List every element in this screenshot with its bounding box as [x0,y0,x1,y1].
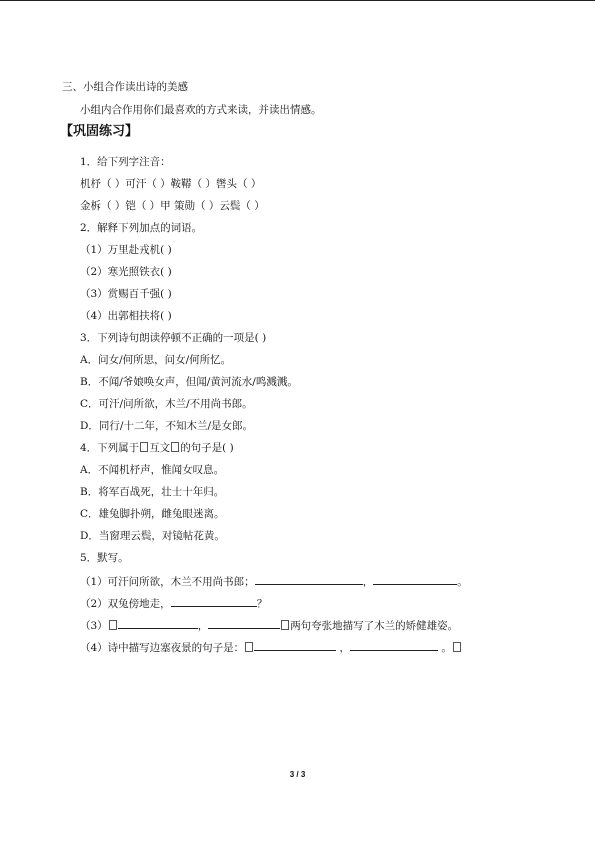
q4-stem-before: 4．下列属于 [80,442,140,454]
part3-text: 小组内合作用你们最喜欢的方式来读，并读出情感。 [80,104,322,116]
period: 。 [457,576,468,588]
q2-stem: 2．解释下列加点的词语。 [80,222,203,234]
page-number: 3 / 3 [289,770,306,779]
q5-line-2 [80,595,267,611]
q2-item-2: （2）寒光照铁衣( ) [80,266,172,278]
q5-line-3-suffix: 两句夸张地描写了木兰的矫健雄姿。 [290,620,459,632]
open-quote-box [140,442,148,452]
answer-blank[interactable] [118,617,198,629]
q2-item-4: （4）出郭相扶将( ) [80,310,172,322]
q5-line-4 [80,639,462,655]
q4-stem-term: 互文 [149,442,171,454]
q3-option-c: C．可汗/问所欲，木兰/不用尚书郎。 [80,398,253,410]
q5-line-2-prefix: （2）双兔傍地走， [80,598,171,610]
open-quote-box [109,620,117,630]
part3-heading: 三、小组合作读出诗的美感 [62,81,188,93]
practice-title: 【巩固练习】 [60,124,139,139]
q5-stem: 5．默写。 [80,552,129,564]
q3-option-b: B．不闻/爷娘唤女声，但闻/黄河流水/鸣溅溅。 [80,376,298,388]
close-quote-box [171,442,179,452]
answer-blank[interactable] [171,595,257,607]
comma: ， [362,576,374,588]
q4-option-b: B．将军百战死，壮士十年归。 [80,486,225,498]
comma: ， [336,642,351,654]
q5-line-1-prefix: （1）可汗问所欲，木兰不用尚书郎； [80,576,255,588]
q4-stem-after: 的句子是( ) [180,442,234,454]
close-quote-box [281,620,289,630]
q2-item-1: （1）万里赴戎机( ) [80,244,172,256]
comma: ， [197,620,209,632]
q4-option-c: C．雄兔脚扑朔，雌兔眼迷离。 [80,508,225,520]
q4-option-d: D．当窗理云鬓，对镜帖花黄。 [80,530,225,542]
q3-stem: 3．下列诗句朗读停顿不正确的一项是( ) [80,332,267,344]
answer-blank[interactable] [255,573,363,585]
q5-line-3-prefix: （3） [80,620,108,632]
header-rule [0,0,595,1]
period: 。 [438,642,452,654]
q5-line-1 [80,573,468,589]
question-mark: ？ [256,598,268,610]
q5-line-4-prefix: （4）诗中描写边塞夜景的句子是： [80,642,245,654]
answer-blank[interactable] [350,639,438,651]
answer-blank[interactable] [373,573,457,585]
q5-line-3 [80,617,458,633]
q1-row2: 金柝（ ）铠（ ）甲 策勋（ ）云鬓（ ） [80,200,265,212]
close-quote-box [453,642,461,652]
q2-item-3: （3）赏赐百千强( ) [80,288,172,300]
q4-stem [80,441,234,455]
answer-blank[interactable] [208,617,280,629]
q3-option-a: A．问女/何所思，问女/何所忆。 [80,354,232,366]
answer-blank[interactable] [254,639,336,651]
q1-row1: 机杼（ ）可汗（ ）鞍鞯（ ）辔头（ ） [80,178,262,190]
q1-stem: 1．给下列字注音： [80,156,171,168]
open-quote-box [245,642,253,652]
q4-option-a: A．不闻机杼声，惟闻女叹息。 [80,464,225,476]
q3-option-d: D．同行/十二年，不知木兰/是女郎。 [80,420,253,432]
